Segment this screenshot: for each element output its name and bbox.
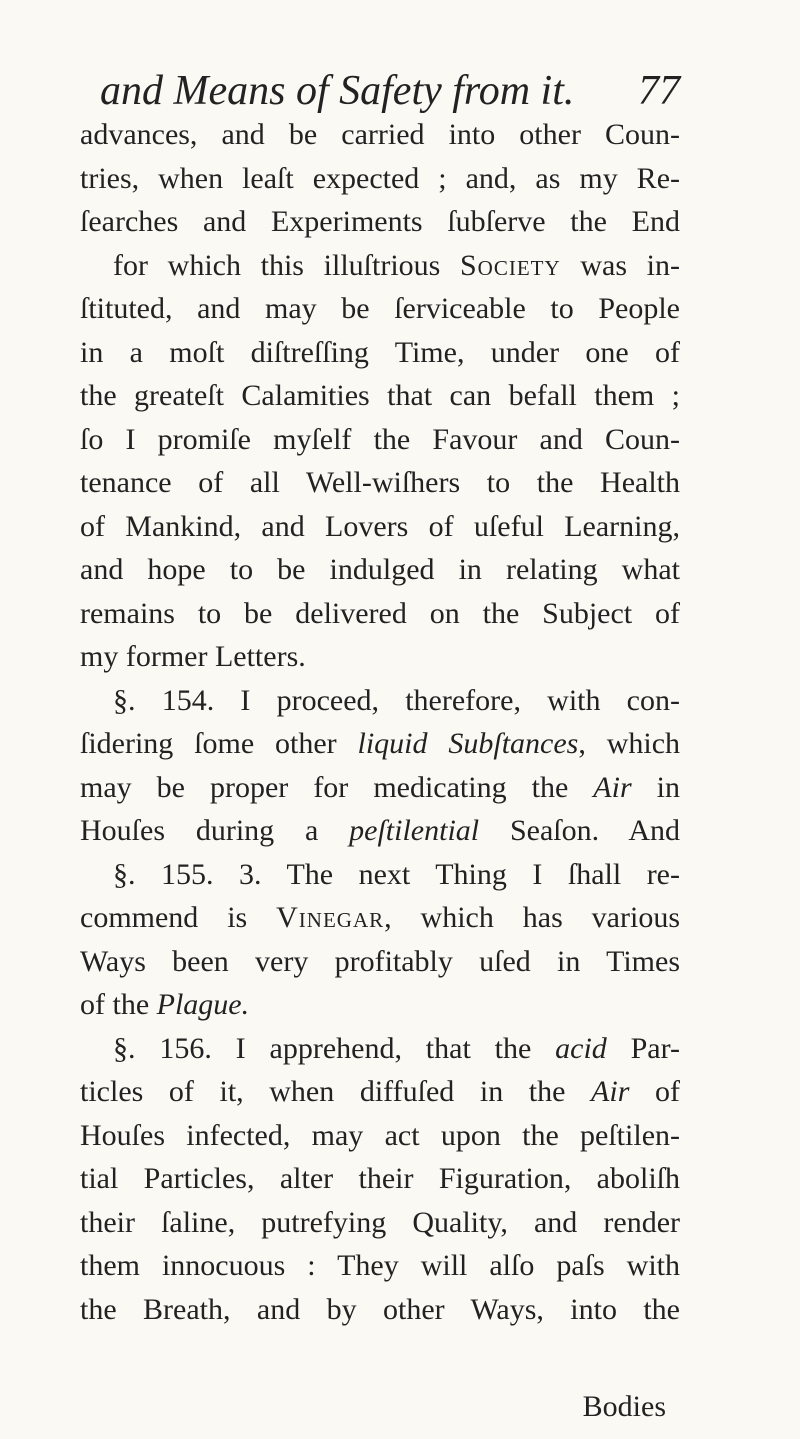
running-head-title: and Means of Safety from it.	[100, 68, 575, 114]
text-line: of the Plague.	[80, 988, 250, 1021]
text-line: and hope to be indulged in relating what	[80, 553, 680, 586]
text-line: Houſes infected, may act upon the peſtilen-	[80, 1118, 680, 1152]
text-line: ſo I promiſe myſelf the Favour and Coun-	[80, 422, 680, 456]
section-154-line: §. 154. I proceed, therefore, with con-	[113, 683, 680, 717]
section-156-line: §. 156. I apprehend, that the acid Par-	[113, 1031, 681, 1065]
catchword: Bodies	[582, 1390, 666, 1423]
running-head	[100, 66, 680, 116]
text-line: tries, when leaſt expected ; and, as my Re-	[80, 161, 680, 195]
text-line: tial Particles, alter their Figuration, aboliſh	[80, 1162, 680, 1195]
text-line: ſtituted, and may be ſerviceable to People	[80, 292, 680, 325]
text-line: tenance of all Well-wiſhers to the Health	[80, 466, 680, 499]
text-line: remains to be delivered on the Subject of	[80, 596, 680, 630]
text-line: for which this illuſtrious Society was in-	[113, 248, 680, 282]
text-line: commend is Vinegar, which has various	[80, 901, 680, 934]
page-number: 77	[638, 68, 680, 114]
text-line: ſearches and Experiments ſubſerve the End	[80, 205, 680, 238]
text-line: ticles of it, when diffuſed in the Air of	[80, 1075, 680, 1108]
text-line: their ſaline, putrefying Quality, and render	[80, 1205, 680, 1239]
body-text	[80, 113, 680, 1331]
text-line: them innocuous : They will alſo paſs with	[80, 1249, 680, 1282]
text-line: my former Letters.	[80, 640, 306, 673]
section-155-line: §. 155. 3. The next Thing I ſhall re-	[113, 857, 680, 891]
text-line: in a moſt diſtreſſing Time, under one of	[80, 335, 680, 369]
text-line: advances, and be carried into other Coun-	[80, 118, 680, 151]
text-line: may be proper for medicating the Air in	[80, 770, 680, 804]
text-line: of Mankind, and Lovers of uſeful Learning,	[80, 509, 680, 543]
text-line: ſidering ſome other liquid Subſtances, which	[80, 727, 681, 760]
text-line: Ways been very profitably uſed in Times	[80, 944, 680, 978]
text-line: Houſes during a peſtilential Seaſon. And	[80, 814, 680, 847]
text-line: the greateſt Calamities that can befall them ;	[80, 379, 680, 412]
text-line: the Breath, and by other Ways, into the	[80, 1292, 680, 1326]
